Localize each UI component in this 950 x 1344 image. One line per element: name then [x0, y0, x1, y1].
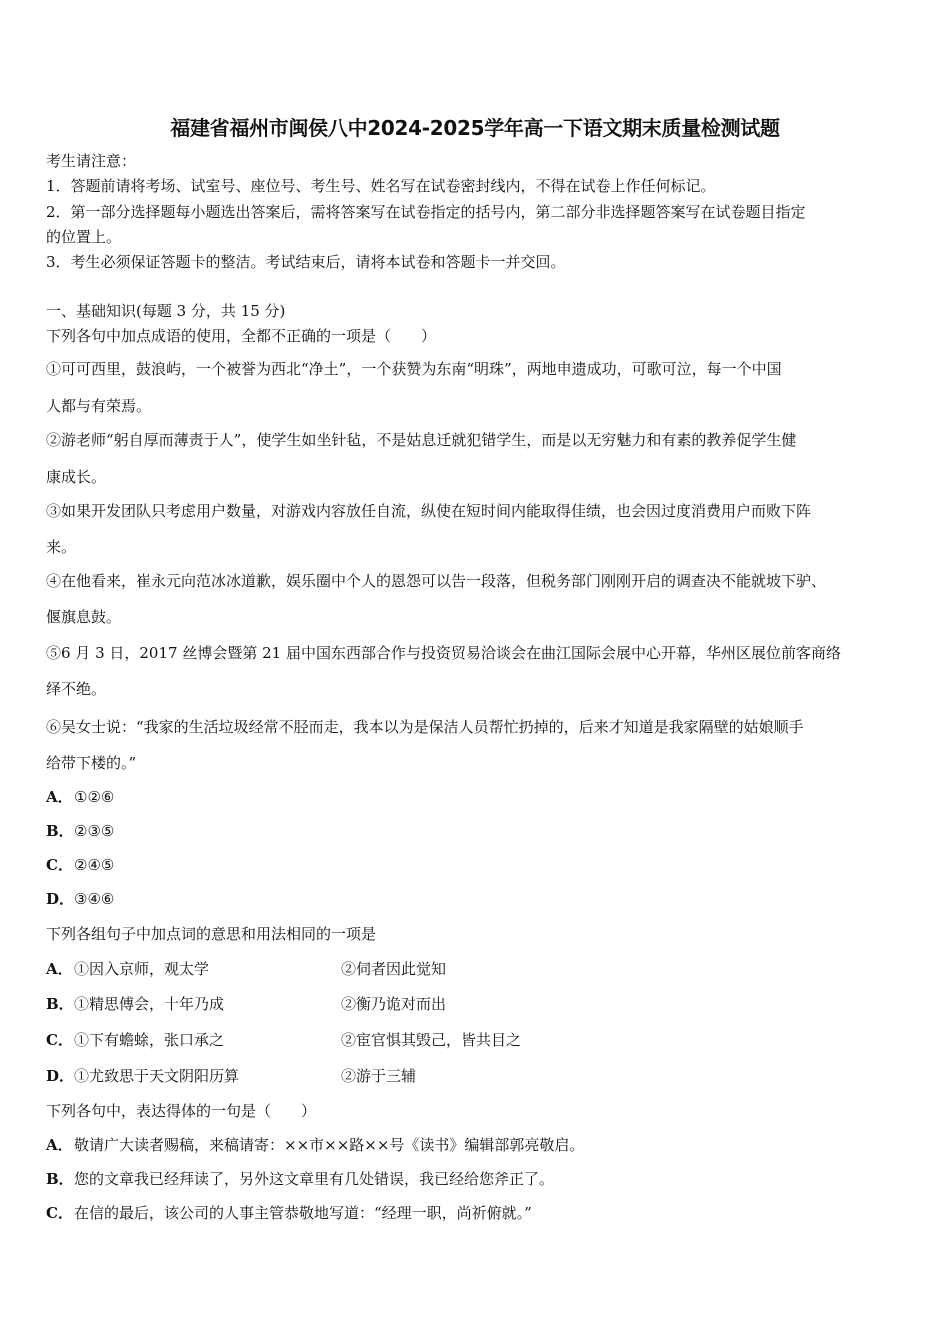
q1-sentence-4-line-1: ④在他看来，崔永元向范冰冰道歉，娱乐圈中个人的恩怨可以告一段落，但税务部门刚刚开启的调查决不能就坡下驴、 — [46, 572, 827, 590]
q1-stem: 下列各句中加点成语的使用，全都不正确的一项是（ ） — [46, 327, 437, 345]
q1-option-c-text: ②④⑤ — [74, 856, 115, 874]
q2-option-b[interactable] — [46, 994, 224, 1014]
q3-option-a-label: A． — [46, 1136, 73, 1154]
q3-option-a-text: 敬请广大读者赐稿，来稿请寄：××市××路××号《读书》编辑部郭亮敬启。 — [74, 1136, 585, 1154]
q1-sentence-6-line-1: ⑥吴女士说：“我家的生活垃圾经常不胫而走，我本以为是保洁人员帮忙扔掉的，后来才知道是我家隔壁的姑娘顺手 — [46, 718, 804, 736]
q1-sentence-6-line-2: 给带下楼的。” — [46, 754, 137, 772]
q3-option-b-label: B． — [46, 1170, 74, 1188]
q1-sentence-3-line-1: ③如果开发团队只考虑用户数量，对游戏内容放任自流，纵使在短时间内能取得佳绩，也会因过度消费用户而败下阵 — [46, 502, 812, 520]
q1-sentence-1-line-2: 人都与有荣焉。 — [46, 397, 152, 415]
notice-item-3: 3．考生必须保证答题卡的整洁。考试结束后，请将本试卷和答题卡一并交回。 — [46, 253, 566, 271]
q2-stem: 下列各组句子中加点词的意思和用法相同的一项是 — [46, 925, 377, 943]
section-heading: 一、基础知识(每题 3 分，共 15 分) — [46, 302, 286, 320]
q1-option-d-label: D． — [46, 890, 75, 908]
q2-option-a-text-1: ①因入京师，观太学 — [74, 960, 210, 978]
q1-option-c-label: C． — [46, 856, 73, 874]
q3-option-b-text: 您的文章我已经拜读了，另外这文章里有几处错误，我已经给您斧正了。 — [74, 1170, 555, 1188]
q1-sentence-5-line-2: 绎不绝。 — [46, 680, 107, 698]
q1-option-c[interactable] — [46, 855, 114, 875]
q1-option-d-text: ③④⑥ — [74, 890, 115, 908]
q2-option-a[interactable] — [46, 959, 209, 979]
q1-sentence-3-line-2: 来。 — [46, 538, 77, 556]
q2-option-d[interactable] — [46, 1066, 239, 1086]
q1-option-a-label: A． — [46, 788, 73, 806]
notice-heading: 考生请注意： — [46, 152, 137, 170]
q3-option-a[interactable] — [46, 1135, 584, 1155]
q1-option-d[interactable] — [46, 889, 114, 909]
q1-sentence-2-line-1: ②游老师“躬自厚而薄责于人”，使学生如坐针毡，不是姑息迁就犯错学生，而是以无穷魅力和有素的教养促学生健 — [46, 431, 797, 449]
notice-item-1: 1．答题前请将考场、试室号、座位号、考生号、姓名写在试卷密封线内，不得在试卷上作任何标记。 — [46, 177, 716, 195]
q1-sentence-5-line-1: ⑤6 月 3 日，2017 丝博会暨第 21 届中国东西部合作与投资贸易洽谈会在曲江国际会展中心开幕，华州区展位前客商络 — [46, 644, 841, 662]
q1-option-b-text: ②③⑤ — [74, 822, 115, 840]
q2-option-b-label: B． — [46, 995, 74, 1013]
notice-item-2-line-1: 2．第一部分选择题每小题选出答案后，需将答案写在试卷指定的括号内，第二部分非选择题答案写在试卷题目指定 — [46, 203, 806, 221]
notice-item-2-line-2: 的位置上。 — [46, 228, 122, 246]
q2-option-c-text-2: ②宦官惧其毁己，皆共目之 — [341, 1031, 522, 1049]
q1-sentence-2-line-2: 康成长。 — [46, 468, 107, 486]
q3-stem: 下列各句中，表达得体的一句是（ ） — [46, 1102, 317, 1120]
q2-option-b-text-2: ②衡乃诡对而出 — [341, 995, 447, 1013]
q2-option-d-label: D． — [46, 1067, 75, 1085]
q2-option-c-text-1: ①下有蟾蜍，张口承之 — [74, 1031, 225, 1049]
q1-option-b-label: B． — [46, 822, 74, 840]
q1-option-a-text: ①②⑥ — [74, 788, 115, 806]
q1-sentence-1-line-1: ①可可西里，鼓浪屿，一个被誉为西北“净土”，一个获赞为东南“明珠”，两地申遗成功，可歌可泣，每一个中国 — [46, 360, 782, 378]
q3-option-b[interactable] — [46, 1169, 554, 1189]
q2-option-c[interactable] — [46, 1030, 224, 1050]
q2-option-a-text-2: ②伺者因此觉知 — [341, 960, 447, 978]
q2-option-d-text-2: ②游于三辅 — [341, 1067, 417, 1085]
q2-option-b-text-1: ①精思傅会，十年乃成 — [74, 995, 225, 1013]
q3-option-c-text: 在信的最后，该公司的人事主管恭敬地写道：“经理一职，尚祈俯就。” — [74, 1204, 532, 1222]
q1-option-b[interactable] — [46, 821, 114, 841]
q1-sentence-4-line-2: 偃旗息鼓。 — [46, 608, 122, 626]
exam-title: 福建省福州市闽侯八中2024-2025学年高一下语文期末质量检测试题 — [170, 116, 780, 140]
q3-option-c[interactable] — [46, 1203, 532, 1223]
q2-option-c-label: C． — [46, 1031, 73, 1049]
q2-option-a-label: A． — [46, 960, 73, 978]
q1-option-a[interactable] — [46, 787, 114, 807]
q3-option-c-label: C． — [46, 1204, 73, 1222]
q2-option-d-text-1: ①尤致思于天文阴阳历算 — [74, 1067, 240, 1085]
